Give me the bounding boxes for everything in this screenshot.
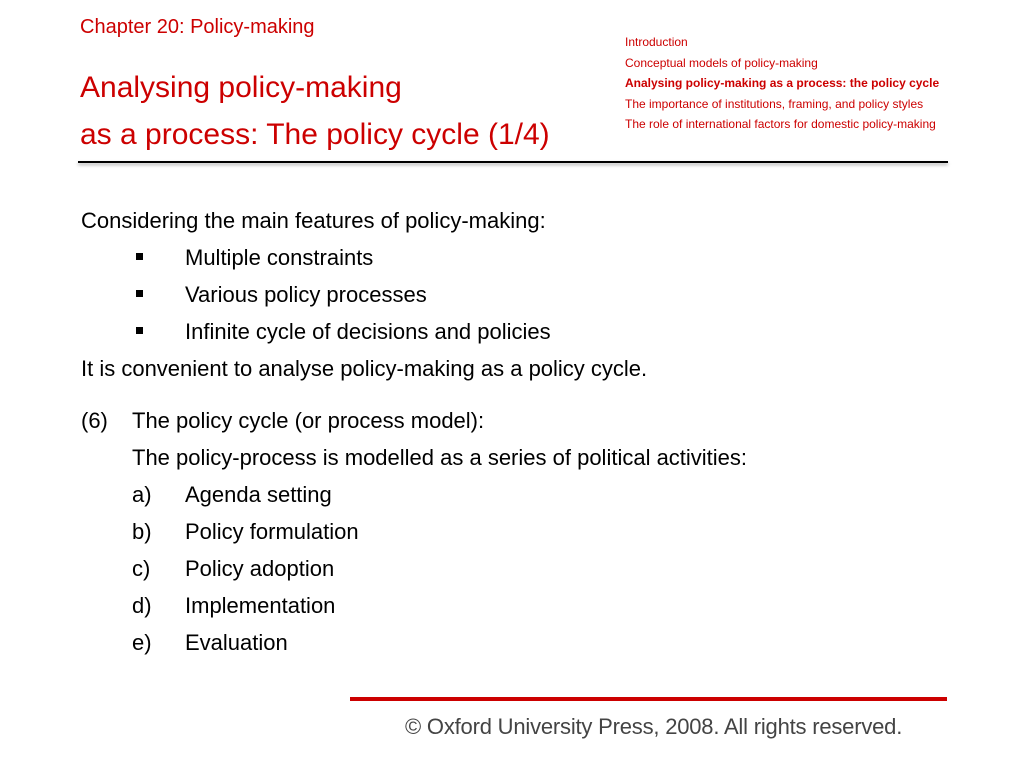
section-nav xyxy=(625,32,939,135)
stage-letter: a) xyxy=(132,482,152,507)
bullet-text: Infinite cycle of decisions and policies xyxy=(185,319,551,344)
slide-body xyxy=(81,202,961,661)
intro-text: Considering the main features of policy-making: xyxy=(81,208,546,233)
stage-letter: b) xyxy=(132,519,152,544)
nav-item-international-factors[interactable]: The role of international factors for domestic policy-making xyxy=(625,117,936,131)
bullet-text: Multiple constraints xyxy=(185,245,374,270)
stage-label: Implementation xyxy=(185,593,336,618)
copyright-notice: © Oxford University Press, 2008. All rights reserved. xyxy=(405,714,903,739)
slide-title-line-2: as a process: The policy cycle (1/4) xyxy=(80,118,550,151)
slide-title xyxy=(80,64,550,158)
stage-item xyxy=(81,624,961,661)
stage-item xyxy=(81,476,961,513)
bullet-item xyxy=(81,239,961,276)
header-divider xyxy=(78,161,948,163)
model-heading-line xyxy=(81,402,961,439)
stage-item xyxy=(81,550,961,587)
stage-label: Policy adoption xyxy=(185,556,335,581)
stage-letter: e) xyxy=(132,630,152,655)
stage-label: Agenda setting xyxy=(185,482,332,507)
bullet-item xyxy=(81,276,961,313)
conclusion-text: It is convenient to analyse policy-making as a policy cycle. xyxy=(81,356,648,381)
nav-item-conceptual-models[interactable]: Conceptual models of policy-making xyxy=(625,55,818,70)
stage-item xyxy=(81,587,961,624)
nav-item-institutions[interactable]: The importance of institutions, framing, and policy styles xyxy=(625,96,924,111)
footer-divider xyxy=(350,697,947,701)
bullet-text: Various policy processes xyxy=(185,282,427,307)
conclusion-line xyxy=(81,350,961,387)
intro-line xyxy=(81,202,961,239)
stage-item xyxy=(81,513,961,550)
bullet-item xyxy=(81,313,961,350)
nav-item-introduction[interactable]: Introduction xyxy=(625,35,688,49)
stage-letter: d) xyxy=(132,593,152,618)
stage-letter: c) xyxy=(132,556,151,581)
stage-label: Evaluation xyxy=(185,630,288,655)
nav-item-policy-cycle[interactable]: Analysing policy-making as a process: the policy cycle xyxy=(625,76,940,90)
chapter-label: Chapter 20: Policy-making xyxy=(80,16,315,38)
model-description: The policy-process is modelled as a series of political activities: xyxy=(132,445,748,470)
model-description-line xyxy=(81,439,961,476)
model-number: (6) xyxy=(81,408,108,433)
slide-title-line-1: Analysing policy-making xyxy=(80,71,402,104)
model-heading: The policy cycle (or process model): xyxy=(132,408,485,433)
stage-label: Policy formulation xyxy=(185,519,359,544)
